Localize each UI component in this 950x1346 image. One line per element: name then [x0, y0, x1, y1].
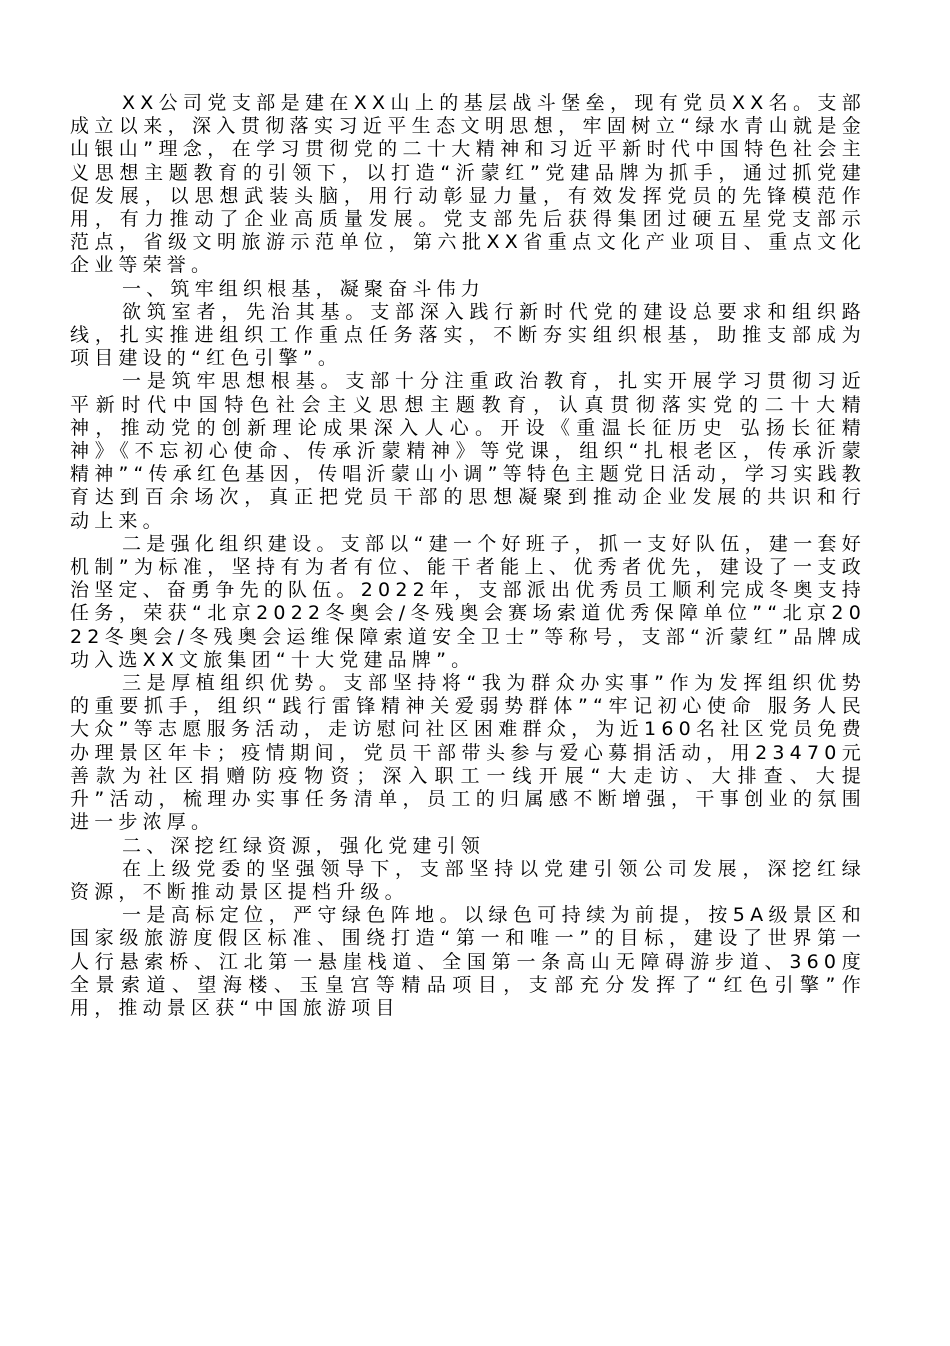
section-1-intro-paragraph: 欲筑室者，先治其基。支部深入践行新时代党的建设总要求和组织路线，扎实推进组织工作重点任务落实，不断夯实组织根基，助推支部成为项目建设的“红色引擎”。 [70, 300, 866, 370]
section-2-intro-paragraph: 在上级党委的坚强领导下，支部坚持以党建引领公司发展，深挖红绿资源，不断推动景区提档升级。 [70, 857, 866, 903]
green-position-paragraph: 一是高标定位，严守绿色阵地。以绿色可持续为前提，按5A级景区和国家级旅游度假区标准、围绕打造“第一和唯一”的目标，建设了世界第一人行悬索桥、江北第一悬崖栈道、全国第一条高山无障碍游步道、360度全景索道、望海楼、玉皇宫等精品项目，支部充分发挥了“红色引擎”作用，推动景区获“中国旅游项目 [70, 904, 866, 1019]
organization-building-paragraph: 二是强化组织建设。支部以“建一个好班子，抓一支好队伍，建一套好机制”为标准，坚持有为者有位、能干者能上、优秀者优先，建设了一支政治坚定、奋勇争先的队伍。2022年，支部派出优秀员工顺利完成冬奥支持任务，荣获“北京2022冬奥会/冬残奥会赛场索道优秀保障单位”“北京2022冬奥会/冬残奥会运维保障索道安全卫士”等称号，支部“沂蒙红”品牌成功入选XX文旅集团“十大党建品牌”。 [70, 532, 866, 671]
section-heading-2: 二、深挖红绿资源，强化党建引领 [122, 834, 486, 857]
thought-foundation-paragraph: 一是筑牢思想根基。支部十分注重政治教育，扎实开展学习贯彻习近平新时代中国特色社会主义思想主题教育，认真贯彻落实党的二十大精神，推动党的创新理论成果深入人心。开设《重温长征历史 弘扬长征精神》《不忘初心使命、传承沂蒙精神》等党课，组织“扎根老区，传承沂蒙精神”“传承红色基因，传唱沂蒙山小调”等特色主题党日活动，学习实践教育达到百余场次，真正把党员干部的思想凝聚到推动企业发展的共识和行动上来。 [70, 370, 866, 532]
intro-paragraph: XX公司党支部是建在XX山上的基层战斗堡垒，现有党员XX名。支部成立以来，深入贯彻落实习近平生态文明思想，牢固树立“绿水青山就是金山银山”理念，在学习贯彻党的二十大精神和习近平新时代中国特色社会主义思想主题教育的引领下，以打造“沂蒙红”党建品牌为抓手，通过抓党建促发展，以思想武装头脑，用行动彰显力量，有效发挥党员的先锋模范作用，有力推动了企业高质量发展。党支部先后获得集团过硬五星党支部示范点，省级文明旅游示范单位，第六批XX省重点文化产业项目、重点文化企业等荣誉。 [70, 92, 866, 277]
organization-advantage-paragraph: 三是厚植组织优势。支部坚持将“我为群众办实事”作为发挥组织优势的重要抓手，组织“践行雷锋精神关爱弱势群体”“牢记初心使命 服务人民大众”等志愿服务活动，走访慰问社区困难群众，为近160名社区党员免费办理景区年卡；疫情期间，党员干部带头参与爱心募捐活动，用23470元善款为社区捐赠防疫物资；深入职工一线开展“大走访、大排查、大提升”活动，梳理办实事任务清单，员工的归属感不断增强，干事创业的氛围进一步浓厚。 [70, 672, 866, 834]
document-body [70, 92, 866, 1020]
section-heading-1: 一、筑牢组织根基，凝聚奋斗伟力 [122, 277, 486, 300]
